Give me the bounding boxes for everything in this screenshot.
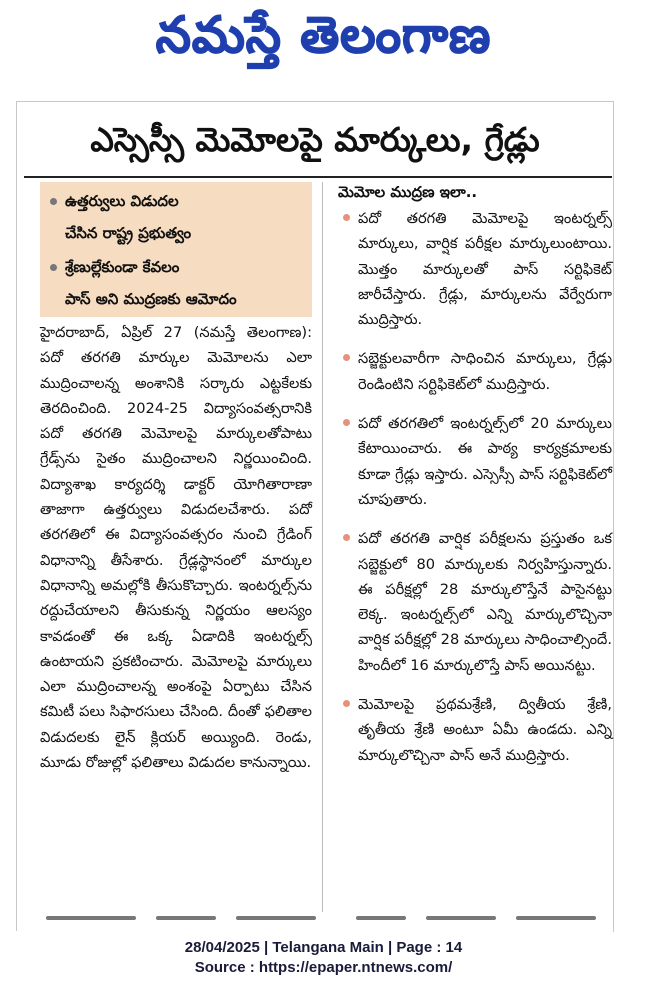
bullet-icon — [50, 264, 57, 271]
bullet-text: పదో తరగతిలో ఇంటర్నల్స్‌లో 20 మార్కులు కేటాయించారు. ఈ పాఠ్య కార్యక్రమాలకు కూడా గ్రేడ్లు ఇస్తారు. ఎస్సెస్సీ పాస్ సర్టిఫికెట్‌లో చూపుతారు. — [358, 415, 612, 508]
article-frame-left-border — [16, 101, 17, 931]
footer-source-line: Source : https://epaper.ntnews.com/ — [194, 959, 453, 976]
highlight-item-1 — [50, 184, 179, 218]
bullet-item — [340, 526, 612, 678]
page-footer — [0, 938, 647, 978]
highlight-item-1-cont — [50, 216, 191, 250]
cropped-text-strip — [26, 912, 612, 926]
bullet-text: మెమోలపై ప్రథమశ్రేణి, ద్వితీయ శ్రేణి, తృతీయ శ్రేణి అంటూ ఏమీ ఉండదు. ఎన్ని మార్కులొచ్చినా పాస్ అనే ముద్రిస్తారు. — [358, 696, 612, 764]
bullet-dot-icon — [343, 354, 350, 361]
bullet-dot-icon — [343, 419, 350, 426]
footer-date-line: 28/04/2025 | Telangana Main | Page : 14 — [184, 939, 463, 956]
bullet-dot-icon — [343, 534, 350, 541]
highlight-item-2-cont — [50, 282, 237, 316]
left-column-body — [40, 320, 312, 775]
highlight-item-1-line2: చేసిన రాష్ట్ర ప్రభుత్వం — [65, 224, 192, 242]
bullet-item — [340, 692, 612, 768]
highlight-item-2 — [50, 250, 179, 284]
right-column-bullets — [340, 206, 612, 782]
masthead-logo-text: నమస్తే తెలంగాణ — [155, 5, 492, 64]
highlight-item-1-line1: ఉత్తర్వులు విడుదల — [65, 192, 179, 210]
right-column-title: మెమోల ముద్రణ ఇలా.. — [338, 183, 478, 201]
bullet-icon — [50, 198, 57, 205]
bullet-item — [340, 411, 612, 512]
bullet-text: పదో తరగతి వార్షిక పరీక్షలను ప్రస్తుతం ఒక సబ్జెక్టులో 80 మార్కులకు నిర్వహిస్తున్నారు. ఈ పరీక్షల్లో 28 మార్కులొస్తేనే పాసైనట్టు లెక్క. ఇంటర్నల్స్‌లో ఎన్ని మార్కులొచ్చినా వార్షిక పరీక్షల్లో 28 మార్కులు సాధించాల్సిందే. హిందీలో 16 మార్కులొస్తే పాస్ అయినట్టు. — [358, 530, 612, 674]
article-headline: ఎస్సెస్సీ మెమోలపై మార్కులు, గ్రేడ్లు — [90, 119, 540, 159]
highlight-item-2-line2: పాస్ అని ముద్రణకు ఆమోదం — [65, 290, 237, 308]
highlight-item-2-line1: శ్రేణుల్లేకుండా కేవలం — [65, 258, 180, 276]
headline-divider — [24, 176, 612, 178]
masthead — [0, 0, 647, 82]
bullet-item — [340, 206, 612, 332]
bullet-dot-icon — [343, 214, 350, 221]
bullet-dot-icon — [343, 700, 350, 707]
left-column-paragraph: హైదరాబాద్, ఏప్రిల్ 27 (నమస్తే తెలంగాణ): పదో తరగతి మార్కుల మెమోలను ఎలా ముద్రించాలన్న అంశానికి సర్కారు ఎట్టకేలకు తెరదించింది. 2024-25 విద్యాసంవత్సరానికి పదో తరగతి మెమోలపై మార్కులతోపాటు గ్రేడ్స్‌ను సైతం ముద్రించాలని నిర్ణయించింది. విద్యాశాఖ కార్యదర్శి డాక్టర్ యోగితారాణా తాజాగా ఉత్తర్వులు విడుదలచేశారు. పదో తరగతిలో ఈ విద్యాసంవత్సరం నుంచి గ్రేడింగ్ విధానాన్ని తీసేశారు. గ్రేడ్లస్థానంలో మార్కుల విధానాన్ని అమల్లోకి తీసుకొచ్చారు. ఇంటర్నల్స్‌ను రద్దుచేయాలని తీసుకున్న నిర్ణయం ఆలస్యం కావడంతో ఈ ఒక్క ఏడాదికి ఇంటర్నల్స్ ఉంటాయని ప్రకటించారు. మెమోలపై మార్కులు ఎలా ముద్రించాలన్న అంశంపై ఏర్పాటు చేసిన కమిటీ పలు సిఫారసులు చేసింది. దీంతో ఫలితాల విడుదలకు లైన్ క్లియర్ అయ్యింది. రెండు, మూడు రోజుల్లో ఫలితాలు విడుదల కానున్నాయి. — [40, 324, 312, 772]
bullet-item — [340, 346, 612, 397]
bullet-text: సబ్జెక్టులవారీగా సాధించిన మార్కులు, గ్రేడ్లు రెండింటిని సర్టిఫికెట్‌లో ముద్రిస్తారు. — [358, 350, 612, 393]
highlight-box — [40, 182, 312, 317]
bullet-text: పదో తరగతి మెమోలపై ఇంటర్నల్స్ మార్కులు, వార్షిక పరీక్షల మార్కులుంటాయి. మొత్తం మార్కులతో పాస్ సర్టిఫికెట్ జారీచేస్తారు. గ్రేడ్లు, మార్కులను వేర్వేరుగా ముద్రిస్తారు. — [358, 210, 612, 329]
column-separator — [322, 182, 323, 912]
